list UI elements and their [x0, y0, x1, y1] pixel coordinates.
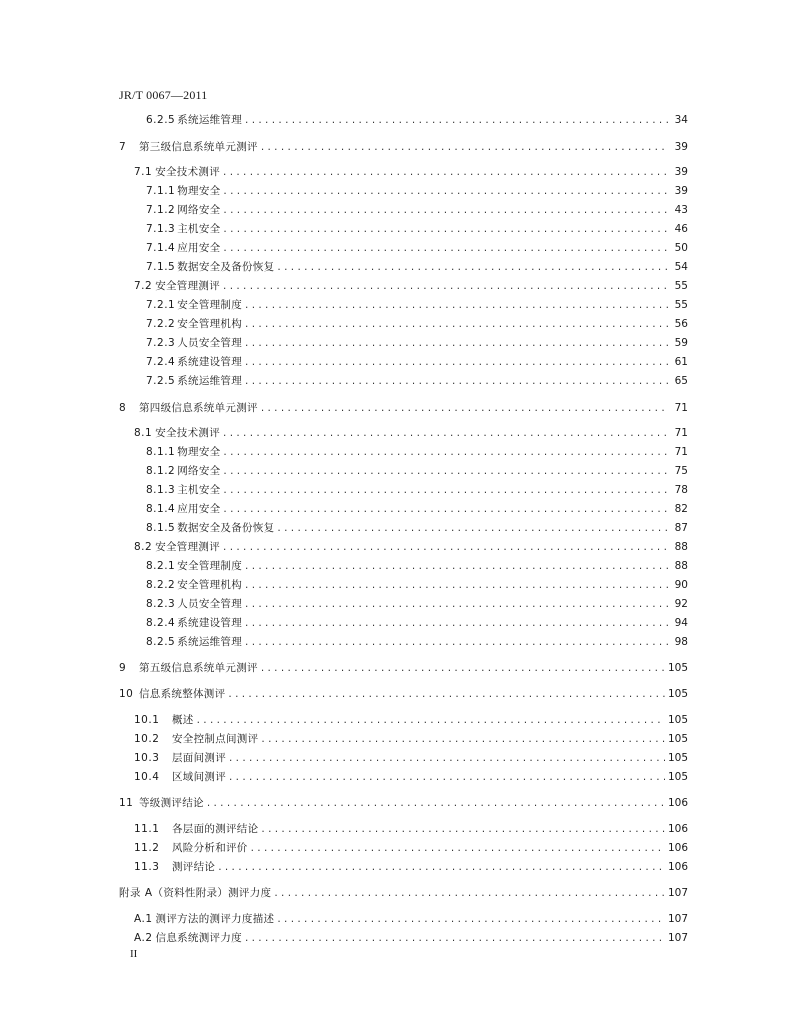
toc-entry-title: 安全管理测评: [155, 280, 221, 292]
toc-entry-title: 各层面的测评结论: [172, 823, 259, 835]
toc-entry-title: 区域间测评: [172, 771, 226, 783]
toc-entry-number: 9: [119, 662, 127, 674]
toc-entry-title: 测评结论: [172, 861, 216, 873]
page-number: II: [130, 948, 138, 960]
toc-entry[interactable]: [146, 240, 688, 256]
toc-entry[interactable]: [146, 373, 688, 389]
toc-entry-page: 71: [674, 402, 688, 414]
toc-dot-leader: [223, 202, 669, 218]
toc-entry-page: 50: [674, 242, 688, 254]
toc-entry-number: 7.1.3: [146, 223, 176, 235]
toc-entry[interactable]: [146, 316, 688, 332]
toc-entry-title: 安全管理制度: [177, 299, 243, 311]
toc-dot-leader: [223, 278, 669, 294]
toc-entry-title: 主机安全: [177, 484, 221, 496]
toc-entry-title: 数据安全及备份恢复: [177, 261, 275, 273]
toc-dot-leader: [218, 859, 665, 875]
toc-entry[interactable]: [146, 501, 688, 517]
toc-entry-number: 8.2: [134, 541, 153, 553]
toc-dot-leader: [223, 183, 669, 199]
toc-entry-page: 105: [667, 771, 688, 783]
toc-entry-number: 8.1.1: [146, 446, 176, 458]
toc-entry-title: 数据安全及备份恢复: [177, 522, 275, 534]
toc-entry-number: 8: [119, 402, 127, 414]
toc-entry-page: 43: [674, 204, 688, 216]
toc-entry-title: 信息系统整体测评: [139, 688, 226, 700]
toc-entry[interactable]: [134, 821, 688, 837]
toc-entry[interactable]: [146, 634, 688, 650]
toc-entry[interactable]: [134, 539, 688, 555]
toc-entry-number: 10: [119, 688, 134, 700]
toc-entry[interactable]: [134, 164, 688, 180]
toc-entry[interactable]: [146, 615, 688, 631]
toc-entry[interactable]: [146, 463, 688, 479]
toc-entry[interactable]: [119, 660, 688, 676]
toc-entry-title: 风险分析和评价: [172, 842, 248, 854]
toc-entry-page: 71: [674, 427, 688, 439]
toc-entry-title: 系统建设管理: [177, 617, 243, 629]
toc-entry-title: 信息系统测评力度: [155, 932, 242, 944]
toc-entry-number: 11.1: [134, 823, 160, 835]
toc-entry-page: 106: [667, 823, 688, 835]
toc-entry-number: A.1: [134, 913, 153, 925]
toc-entry-title: 网络安全: [177, 465, 221, 477]
toc-entry-title: 安全控制点间测评: [172, 733, 259, 745]
toc-entry[interactable]: [134, 731, 688, 747]
toc-dot-leader: [223, 164, 669, 180]
toc-entry-page: 88: [674, 560, 688, 572]
toc-entry-title: 第五级信息系统单元测评: [139, 662, 258, 674]
toc-entry-number: 8.1: [134, 427, 153, 439]
toc-entry-number: 8.1.4: [146, 503, 176, 515]
toc-dot-leader: [229, 750, 665, 766]
toc-entry-number: 8.1.5: [146, 522, 176, 534]
toc-entry-title: 系统运维管理: [177, 375, 243, 387]
toc-entry-page: 78: [674, 484, 688, 496]
toc-entry-page: 98: [674, 636, 688, 648]
toc-entry[interactable]: [146, 183, 688, 199]
toc-entry-number: 8.1.2: [146, 465, 176, 477]
toc-entry-number: 7.2.3: [146, 337, 176, 349]
toc-entry-page: 34: [674, 114, 688, 126]
toc-dot-leader: [245, 930, 665, 946]
toc-entry-number: 7.1.2: [146, 204, 176, 216]
toc-entry-page: 55: [674, 299, 688, 311]
toc-entry[interactable]: [146, 297, 688, 313]
toc-dot-leader: [274, 885, 665, 901]
toc-entry[interactable]: [119, 795, 688, 811]
toc-entry[interactable]: [134, 278, 688, 294]
toc-entry-page: 94: [674, 617, 688, 629]
toc-entry-page: 54: [674, 261, 688, 273]
toc-dot-leader: [277, 520, 669, 536]
toc-entry-page: 59: [674, 337, 688, 349]
toc-dot-leader: [223, 221, 669, 237]
toc-entry-title: 系统运维管理: [177, 114, 243, 126]
toc-entry-number: 7.2: [134, 280, 153, 292]
toc-entry-title: 安全管理机构: [177, 579, 243, 591]
toc-entry[interactable]: [146, 482, 688, 498]
toc-entry-page: 106: [667, 842, 688, 854]
toc-entry-page: 105: [667, 733, 688, 745]
toc-dot-leader: [223, 240, 669, 256]
toc-entry-page: 107: [667, 887, 688, 899]
toc-entry-page: 90: [674, 579, 688, 591]
toc-entry-page: 55: [674, 280, 688, 292]
toc-entry-number: 11.3: [134, 861, 160, 873]
toc-dot-leader: [277, 259, 669, 275]
toc-entry[interactable]: [146, 520, 688, 536]
toc-entry[interactable]: [146, 577, 688, 593]
toc-entry[interactable]: [146, 558, 688, 574]
toc-entry-page: 71: [674, 446, 688, 458]
toc-entry-title: 物理安全: [177, 446, 221, 458]
toc-entry-page: 106: [667, 797, 688, 809]
toc-entry-title: 物理安全: [177, 185, 221, 197]
toc-entry-number: 8.2.1: [146, 560, 176, 572]
toc-entry[interactable]: [134, 859, 688, 875]
toc-entry[interactable]: [134, 911, 688, 927]
toc-dot-leader: [245, 577, 669, 593]
toc-entry-number: 10.3: [134, 752, 160, 764]
toc-entry-page: 65: [674, 375, 688, 387]
toc-entry[interactable]: [134, 769, 688, 785]
toc-dot-leader: [223, 539, 669, 555]
toc-entry-number: 7.2.5: [146, 375, 176, 387]
toc-entry-page: 82: [674, 503, 688, 515]
toc-entry-number: 7.2.1: [146, 299, 176, 311]
toc-entry-title: 第四级信息系统单元测评: [139, 402, 258, 414]
toc-entry-title: 系统运维管理: [177, 636, 243, 648]
toc-dot-leader: [245, 316, 669, 332]
toc-dot-leader: [245, 615, 669, 631]
toc-entry-number: 8.2.3: [146, 598, 176, 610]
toc-entry-page: 87: [674, 522, 688, 534]
toc-entry-page: 39: [674, 166, 688, 178]
toc-entry[interactable]: [134, 930, 688, 946]
toc-entry[interactable]: [119, 139, 688, 155]
toc-entry-page: 107: [667, 913, 688, 925]
toc-entry-number: 7.2.4: [146, 356, 176, 368]
toc-entry[interactable]: [146, 354, 688, 370]
toc-dot-leader: [229, 769, 665, 785]
toc-entry-title: 主机安全: [177, 223, 221, 235]
toc-dot-leader: [245, 297, 669, 313]
toc-entry-page: 106: [667, 861, 688, 873]
toc-entry-title: 网络安全: [177, 204, 221, 216]
toc-dot-leader: [261, 139, 669, 155]
toc-entry-number: A.2: [134, 932, 153, 944]
toc-entry-page: 61: [674, 356, 688, 368]
toc-entry-number: 11.2: [134, 842, 160, 854]
toc-entry-page: 105: [667, 752, 688, 764]
toc-entry-page: 39: [674, 185, 688, 197]
toc-entry-number: 10.4: [134, 771, 160, 783]
toc-entry-page: 46: [674, 223, 688, 235]
toc-entry-number: 8.2.2: [146, 579, 176, 591]
toc-entry[interactable]: [146, 202, 688, 218]
toc-entry[interactable]: [146, 444, 688, 460]
toc-dot-leader: [261, 660, 665, 676]
toc-dot-leader: [228, 686, 665, 702]
toc-entry-title: 应用安全: [177, 242, 221, 254]
toc-entry-title: 安全管理机构: [177, 318, 243, 330]
toc-entry-page: 92: [674, 598, 688, 610]
toc-entry-title: 层面间测评: [172, 752, 226, 764]
toc-entry-number: 7.1.1: [146, 185, 176, 197]
toc-dot-leader: [245, 596, 669, 612]
toc-entry-number: 8.2.4: [146, 617, 176, 629]
toc-dot-leader: [223, 444, 669, 460]
toc-entry-page: 39: [674, 141, 688, 153]
toc-dot-leader: [245, 112, 669, 128]
toc-entry-number: 7.1.5: [146, 261, 176, 273]
toc-entry-title: 概述: [172, 714, 194, 726]
toc-entry-page: 105: [667, 662, 688, 674]
toc-entry-title: 等级测评结论: [139, 797, 204, 809]
toc-dot-leader: [197, 712, 665, 728]
toc-entry-number: 11: [119, 797, 134, 809]
toc-dot-leader: [251, 840, 665, 856]
toc-entry[interactable]: [134, 712, 688, 728]
toc-dot-leader: [245, 634, 669, 650]
toc-entry-page: 75: [674, 465, 688, 477]
toc-dot-leader: [223, 463, 669, 479]
toc-entry-number: 7.1: [134, 166, 153, 178]
toc-entry-page: 107: [667, 932, 688, 944]
toc-dot-leader: [245, 354, 669, 370]
toc-entry-number: 附录 A: [119, 887, 153, 899]
toc-entry[interactable]: [134, 750, 688, 766]
toc-entry-page: 88: [674, 541, 688, 553]
toc-entry-title: 系统建设管理: [177, 356, 243, 368]
toc-dot-leader: [245, 335, 669, 351]
toc-dot-leader: [261, 731, 665, 747]
toc-dot-leader: [207, 795, 665, 811]
toc-entry-title: 安全管理测评: [155, 541, 221, 553]
toc-entry-title: 应用安全: [177, 503, 221, 515]
toc-entry-number: 10.2: [134, 733, 160, 745]
toc-entry-number: 7: [119, 141, 127, 153]
toc-dot-leader: [245, 558, 669, 574]
toc-entry-page: 105: [667, 714, 688, 726]
toc-entry[interactable]: [146, 596, 688, 612]
toc-entry[interactable]: [146, 335, 688, 351]
document-code: JR/T 0067—2011: [119, 88, 208, 102]
toc-dot-leader: [261, 821, 665, 837]
toc-dot-leader: [223, 501, 669, 517]
toc-entry-number: 8.2.5: [146, 636, 176, 648]
toc-entry[interactable]: [146, 259, 688, 275]
toc-entry-number: 7.2.2: [146, 318, 176, 330]
toc-entry-title: 人员安全管理: [177, 598, 243, 610]
toc-dot-leader: [277, 911, 665, 927]
toc-entry[interactable]: [119, 686, 688, 702]
toc-entry-page: 56: [674, 318, 688, 330]
toc-entry-title: 安全管理制度: [177, 560, 243, 572]
toc-entry[interactable]: [119, 400, 688, 416]
toc-dot-leader: [261, 400, 669, 416]
toc-entry-page: 105: [667, 688, 688, 700]
toc-entry[interactable]: [146, 221, 688, 237]
toc-dot-leader: [245, 373, 669, 389]
toc-entry-title: 安全技术测评: [155, 427, 221, 439]
toc-dot-leader: [223, 425, 669, 441]
toc-entry-title: 人员安全管理: [177, 337, 243, 349]
toc-entry-title: 测评方法的测评力度描述: [155, 913, 275, 925]
toc-entry-number: 7.1.4: [146, 242, 176, 254]
toc-entry-number: 6.2.5: [146, 114, 176, 126]
toc-entry[interactable]: [134, 840, 688, 856]
toc-dot-leader: [223, 482, 669, 498]
toc-entry[interactable]: [134, 425, 688, 441]
toc-entry[interactable]: [146, 112, 688, 128]
toc-entry-number: 10.1: [134, 714, 160, 726]
toc-entry-title: 第三级信息系统单元测评: [139, 141, 258, 153]
toc-entry-number: 8.1.3: [146, 484, 176, 496]
toc-entry-title: （资料性附录）测评力度: [152, 887, 272, 899]
toc-entry[interactable]: [119, 885, 688, 901]
toc-entry-title: 安全技术测评: [155, 166, 221, 178]
